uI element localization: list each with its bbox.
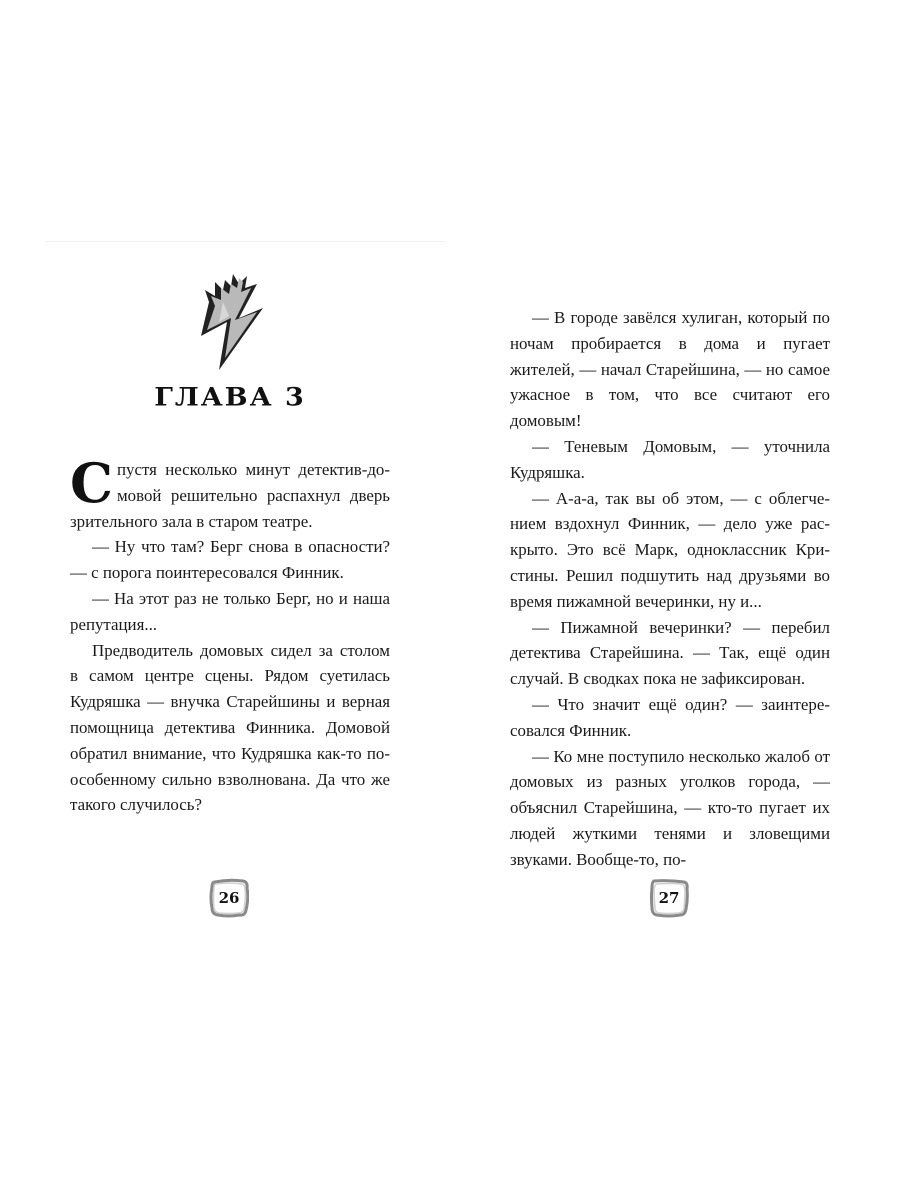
- paragraph: — Ну что там? Берг снова в опасности? — с порога поинтересовался Финник.: [70, 537, 390, 583]
- drop-cap: С: [70, 451, 113, 515]
- page-number: 26: [209, 878, 249, 918]
- paragraph: — А-а-а, так вы об этом, — с облегчением вздохнул Финник, — дело уже раскрыто. Это всё Марк, одноклассник Кристины. Решил подшутить над друзьями во время пижамной вечеринки, ну и...: [510, 488, 830, 611]
- left-page-text: [70, 451, 390, 818]
- chapter-title: ГЛАВА 3: [154, 383, 306, 412]
- page-number: 27: [649, 878, 689, 918]
- lightning-bolt-icon: [193, 272, 271, 372]
- paragraph: — В городе завёлся хулиган, который по ночам пробирается в дома и пугает жителей, — начал Старейшина, — но самое ужасное в том, что все считают его домовым!: [510, 308, 830, 431]
- paragraph: — Что значит ещё один? — заинтересовался Финник.: [510, 694, 830, 740]
- top-divider: [46, 241, 446, 242]
- paragraph: Спустя несколько минут детектив-домовой решительно распахнул дверь зрительного зала в старом театре.: [70, 451, 390, 531]
- paragraph: — Пижамной вечеринки? — перебил детектива Старейшина. — Так, ещё один случай. В сводках пока не зафиксирован.: [510, 617, 830, 689]
- paragraph: Предводитель домовых сидел за столом в самом центре сцены. Рядом суетилась Кудряшка — внучка Старейшины и верная помощница детектива Финника. Домовой обратил внимание, что Кудряшка как-то по-особенному сильно взволнована. Да что же такого случилось?: [70, 640, 390, 815]
- paragraph: — Ко мне поступило несколько жалоб от домовых из разных уголков города, — объяснил Старейшина, — кто-то пугает их людей жуткими тенями и зловещими звуками. Вообще-то, по-: [510, 746, 830, 869]
- paragraph: — На этот раз не только Берг, но и наша репутация...: [70, 588, 390, 634]
- right-page: [450, 0, 900, 1200]
- right-page-text: [510, 305, 830, 873]
- paragraph: — Теневым Домовым, — уточнила Кудряшка.: [510, 436, 830, 482]
